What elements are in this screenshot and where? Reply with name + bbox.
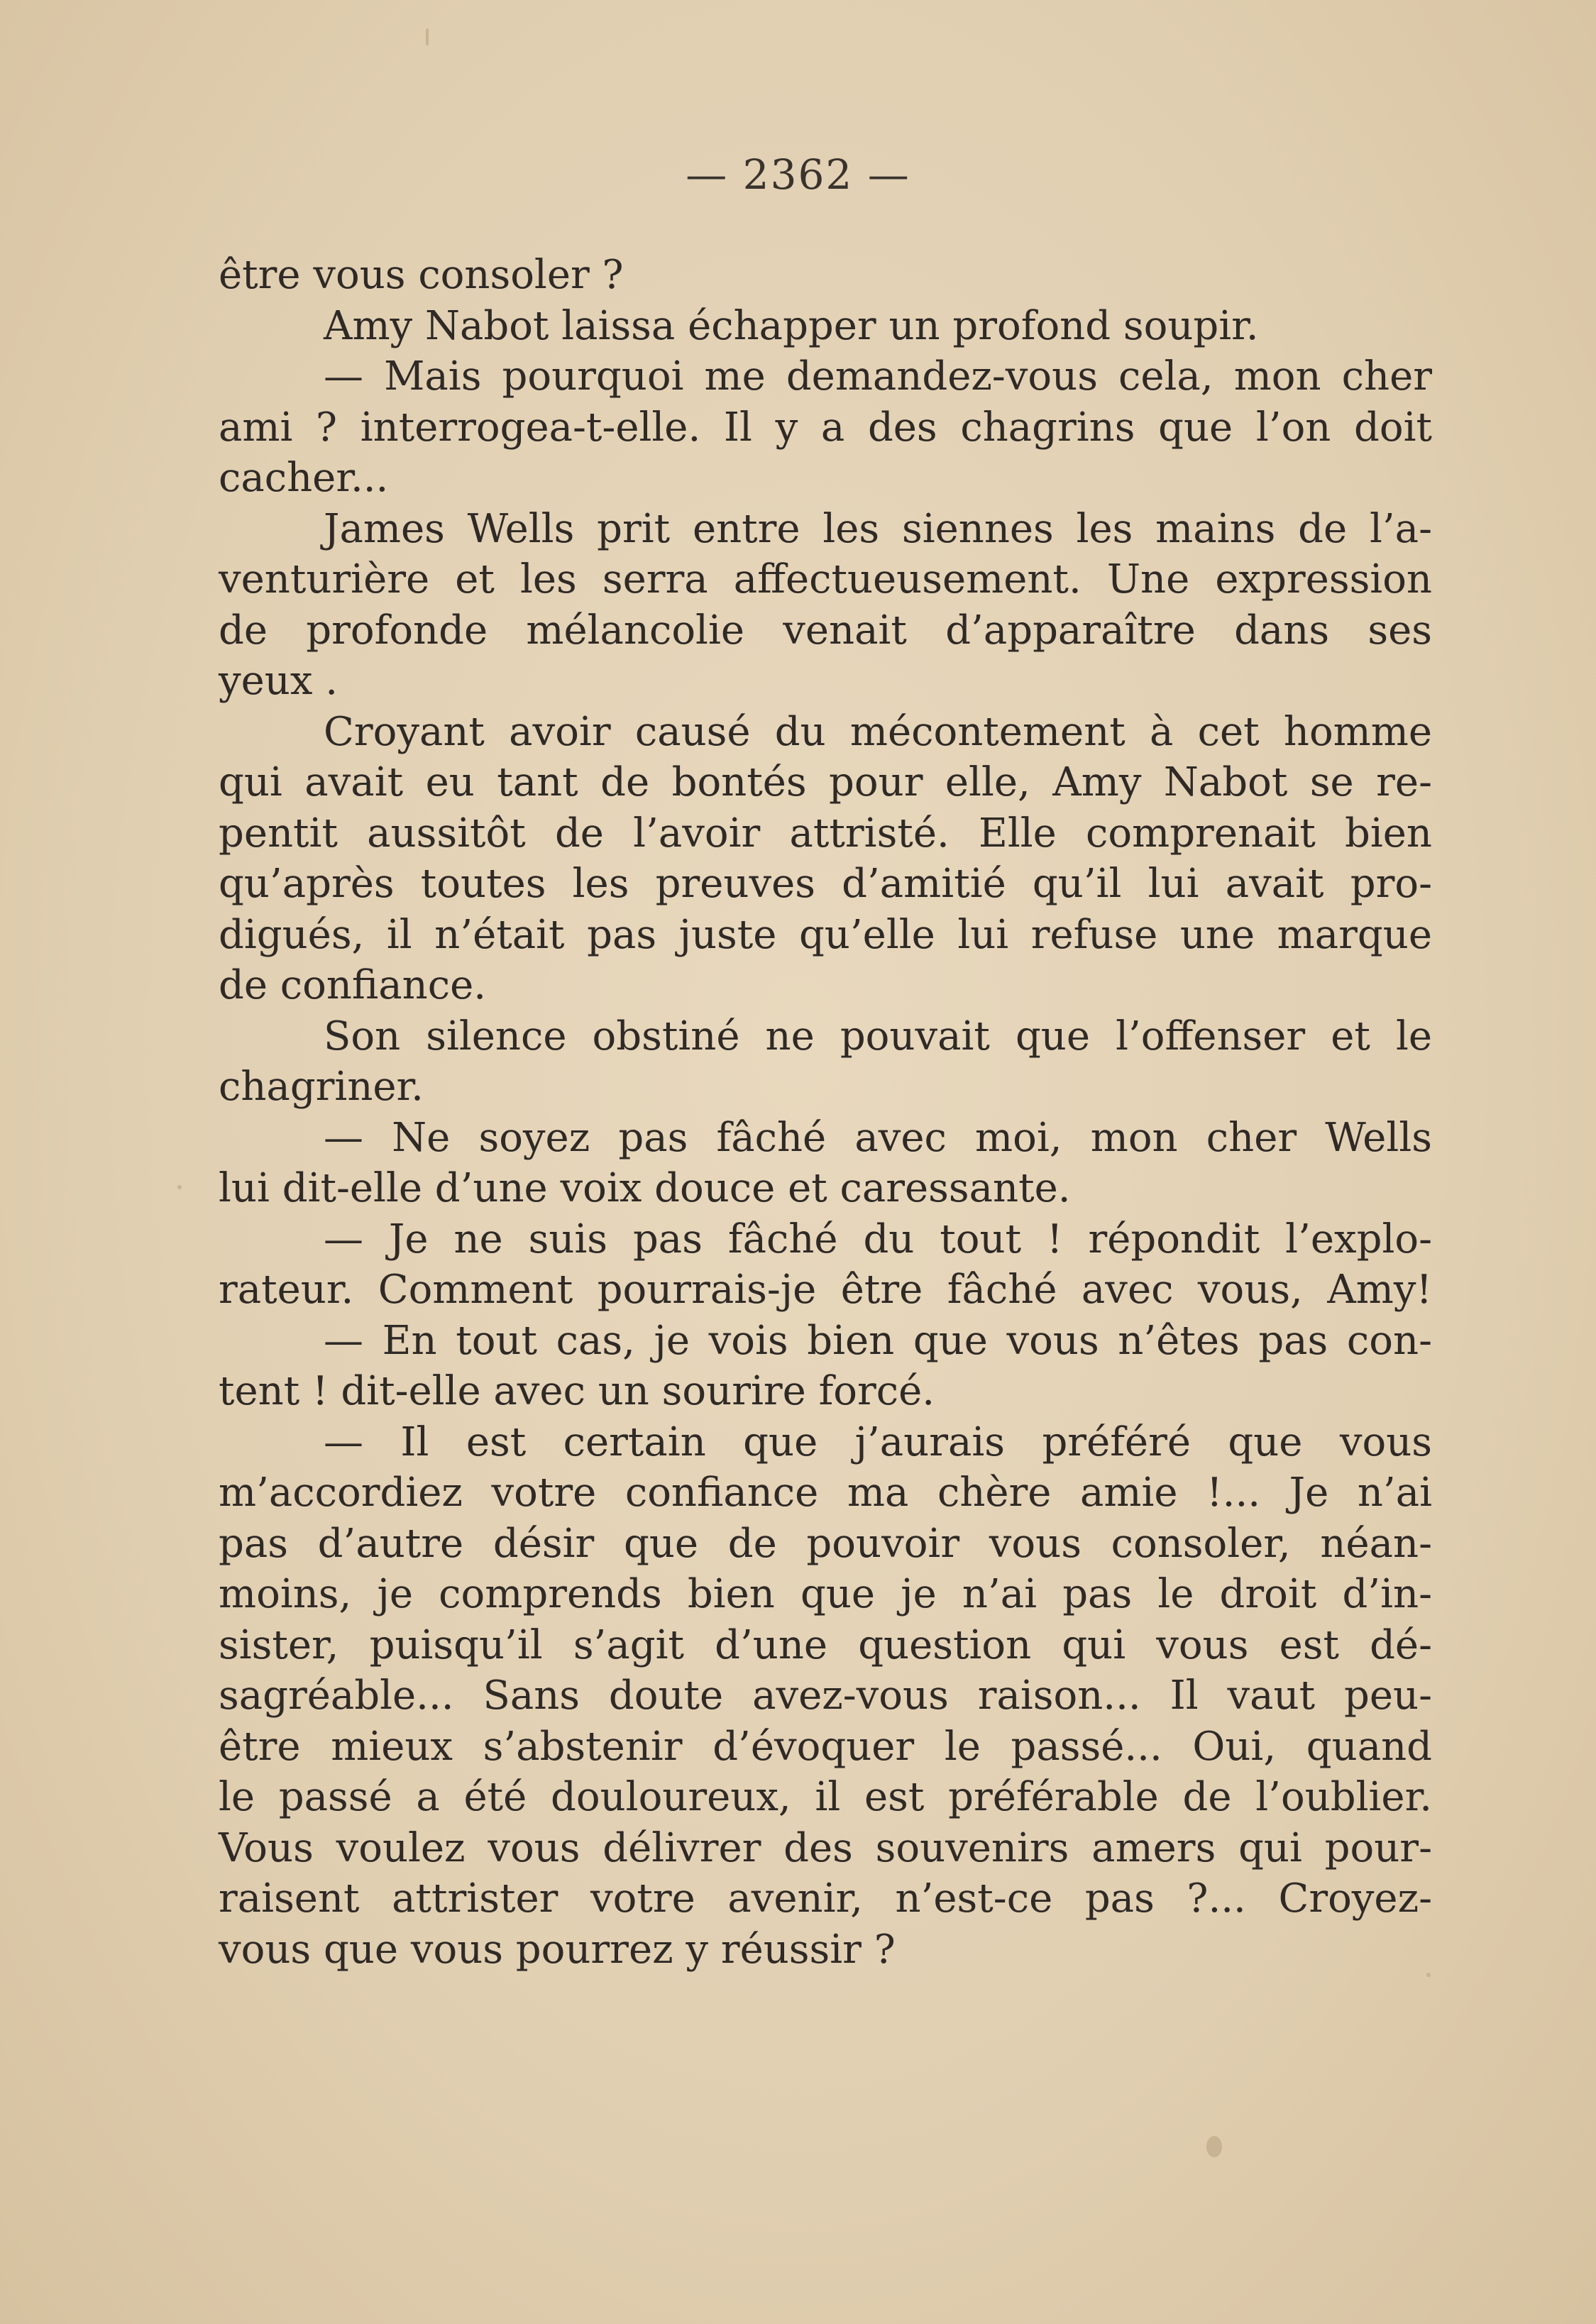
text-line: pentit aussitôt de l’avoir attristé. Elle comprenait bien — [219, 810, 1432, 857]
text-line: rateur. Comment pourrais-je être fâché avec vous, Amy! — [219, 1267, 1432, 1313]
text-line: cacher... — [219, 455, 389, 501]
text-line: yeux . — [219, 658, 339, 704]
text-line: Croyant avoir causé du mécontement à cet homme — [324, 708, 1432, 755]
text-line: Amy Nabot laissa échapper un profond soupir. — [324, 302, 1259, 349]
page-number: — 2362 — — [686, 150, 910, 199]
text-line: sister, puisqu’il s’agit d’une question qui vous est dé- — [219, 1621, 1432, 1668]
text-line: de profonde mélancolie venait d’apparaître dans ses — [219, 607, 1432, 654]
text-line: digués, il n’était pas juste qu’elle lui refuse une marque — [219, 911, 1432, 958]
text-line: être vous consoler ? — [219, 252, 624, 298]
text-line: venturière et les serra affectueusement. Une expression — [219, 556, 1432, 602]
paper-speck — [1426, 1973, 1431, 1977]
text-line: pas d’autre désir que de pouvoir vous consoler, néan- — [219, 1520, 1432, 1567]
text-line: vous que vous pourrez y réussir ? — [219, 1926, 896, 1973]
text-line: Son silence obstiné ne pouvait que l’offenser et le — [324, 1013, 1432, 1059]
text-line: — Il est certain que j’aurais préféré que vous — [324, 1419, 1432, 1465]
text-line: lui dit-elle d’une voix douce et caressante. — [219, 1165, 1071, 1211]
text-line: — Mais pourquoi me demandez-vous cela, mon cher — [324, 353, 1432, 400]
text-line: ami ? interrogea-t-elle. Il y a des chagrins que l’on doit — [219, 404, 1432, 451]
text-line: Vous voulez vous délivrer des souvenirs amers qui pour- — [219, 1824, 1432, 1871]
text-line: m’accordiez votre confiance ma chère amie !... Je n’ai — [219, 1470, 1432, 1516]
text-line: chagriner. — [219, 1064, 424, 1110]
text-line: être mieux s’abstenir d’évoquer le passé... Oui, quand — [219, 1723, 1432, 1770]
text-line: tent ! dit-elle avec un sourire forcé. — [219, 1368, 935, 1414]
text-line: — Ne soyez pas fâché avec moi, mon cher Wells — [324, 1114, 1432, 1161]
text-line: raisent attrister votre avenir, n’est-ce pas ?... Croyez- — [219, 1876, 1432, 1922]
text-line: — En tout cas, je vois bien que vous n’êtes pas con- — [324, 1317, 1432, 1364]
text-line: sagréable... Sans doute avez-vous raison... Il vaut peu- — [219, 1673, 1432, 1719]
text-line: de confiance. — [219, 962, 487, 1008]
text-line: James Wells prit entre les siennes les mains de l’a- — [324, 505, 1432, 552]
text-line: qui avait eu tant de bontés pour elle, Amy Nabot se re- — [219, 759, 1432, 805]
paper-speck — [177, 1185, 182, 1189]
text-line: le passé a été douloureux, il est préférable de l’oublier. — [219, 1774, 1432, 1820]
text-line: qu’après toutes les preuves d’amitié qu’il lui avait pro- — [219, 861, 1432, 907]
paper-speck — [1206, 2136, 1222, 2157]
text-line: — Je ne suis pas fâché du tout ! répondit l’explo- — [324, 1216, 1432, 1262]
paper-speck — [426, 28, 429, 45]
text-line: moins, je comprends bien que je n’ai pas le droit d’in- — [219, 1571, 1432, 1617]
body-text — [219, 250, 1432, 1975]
